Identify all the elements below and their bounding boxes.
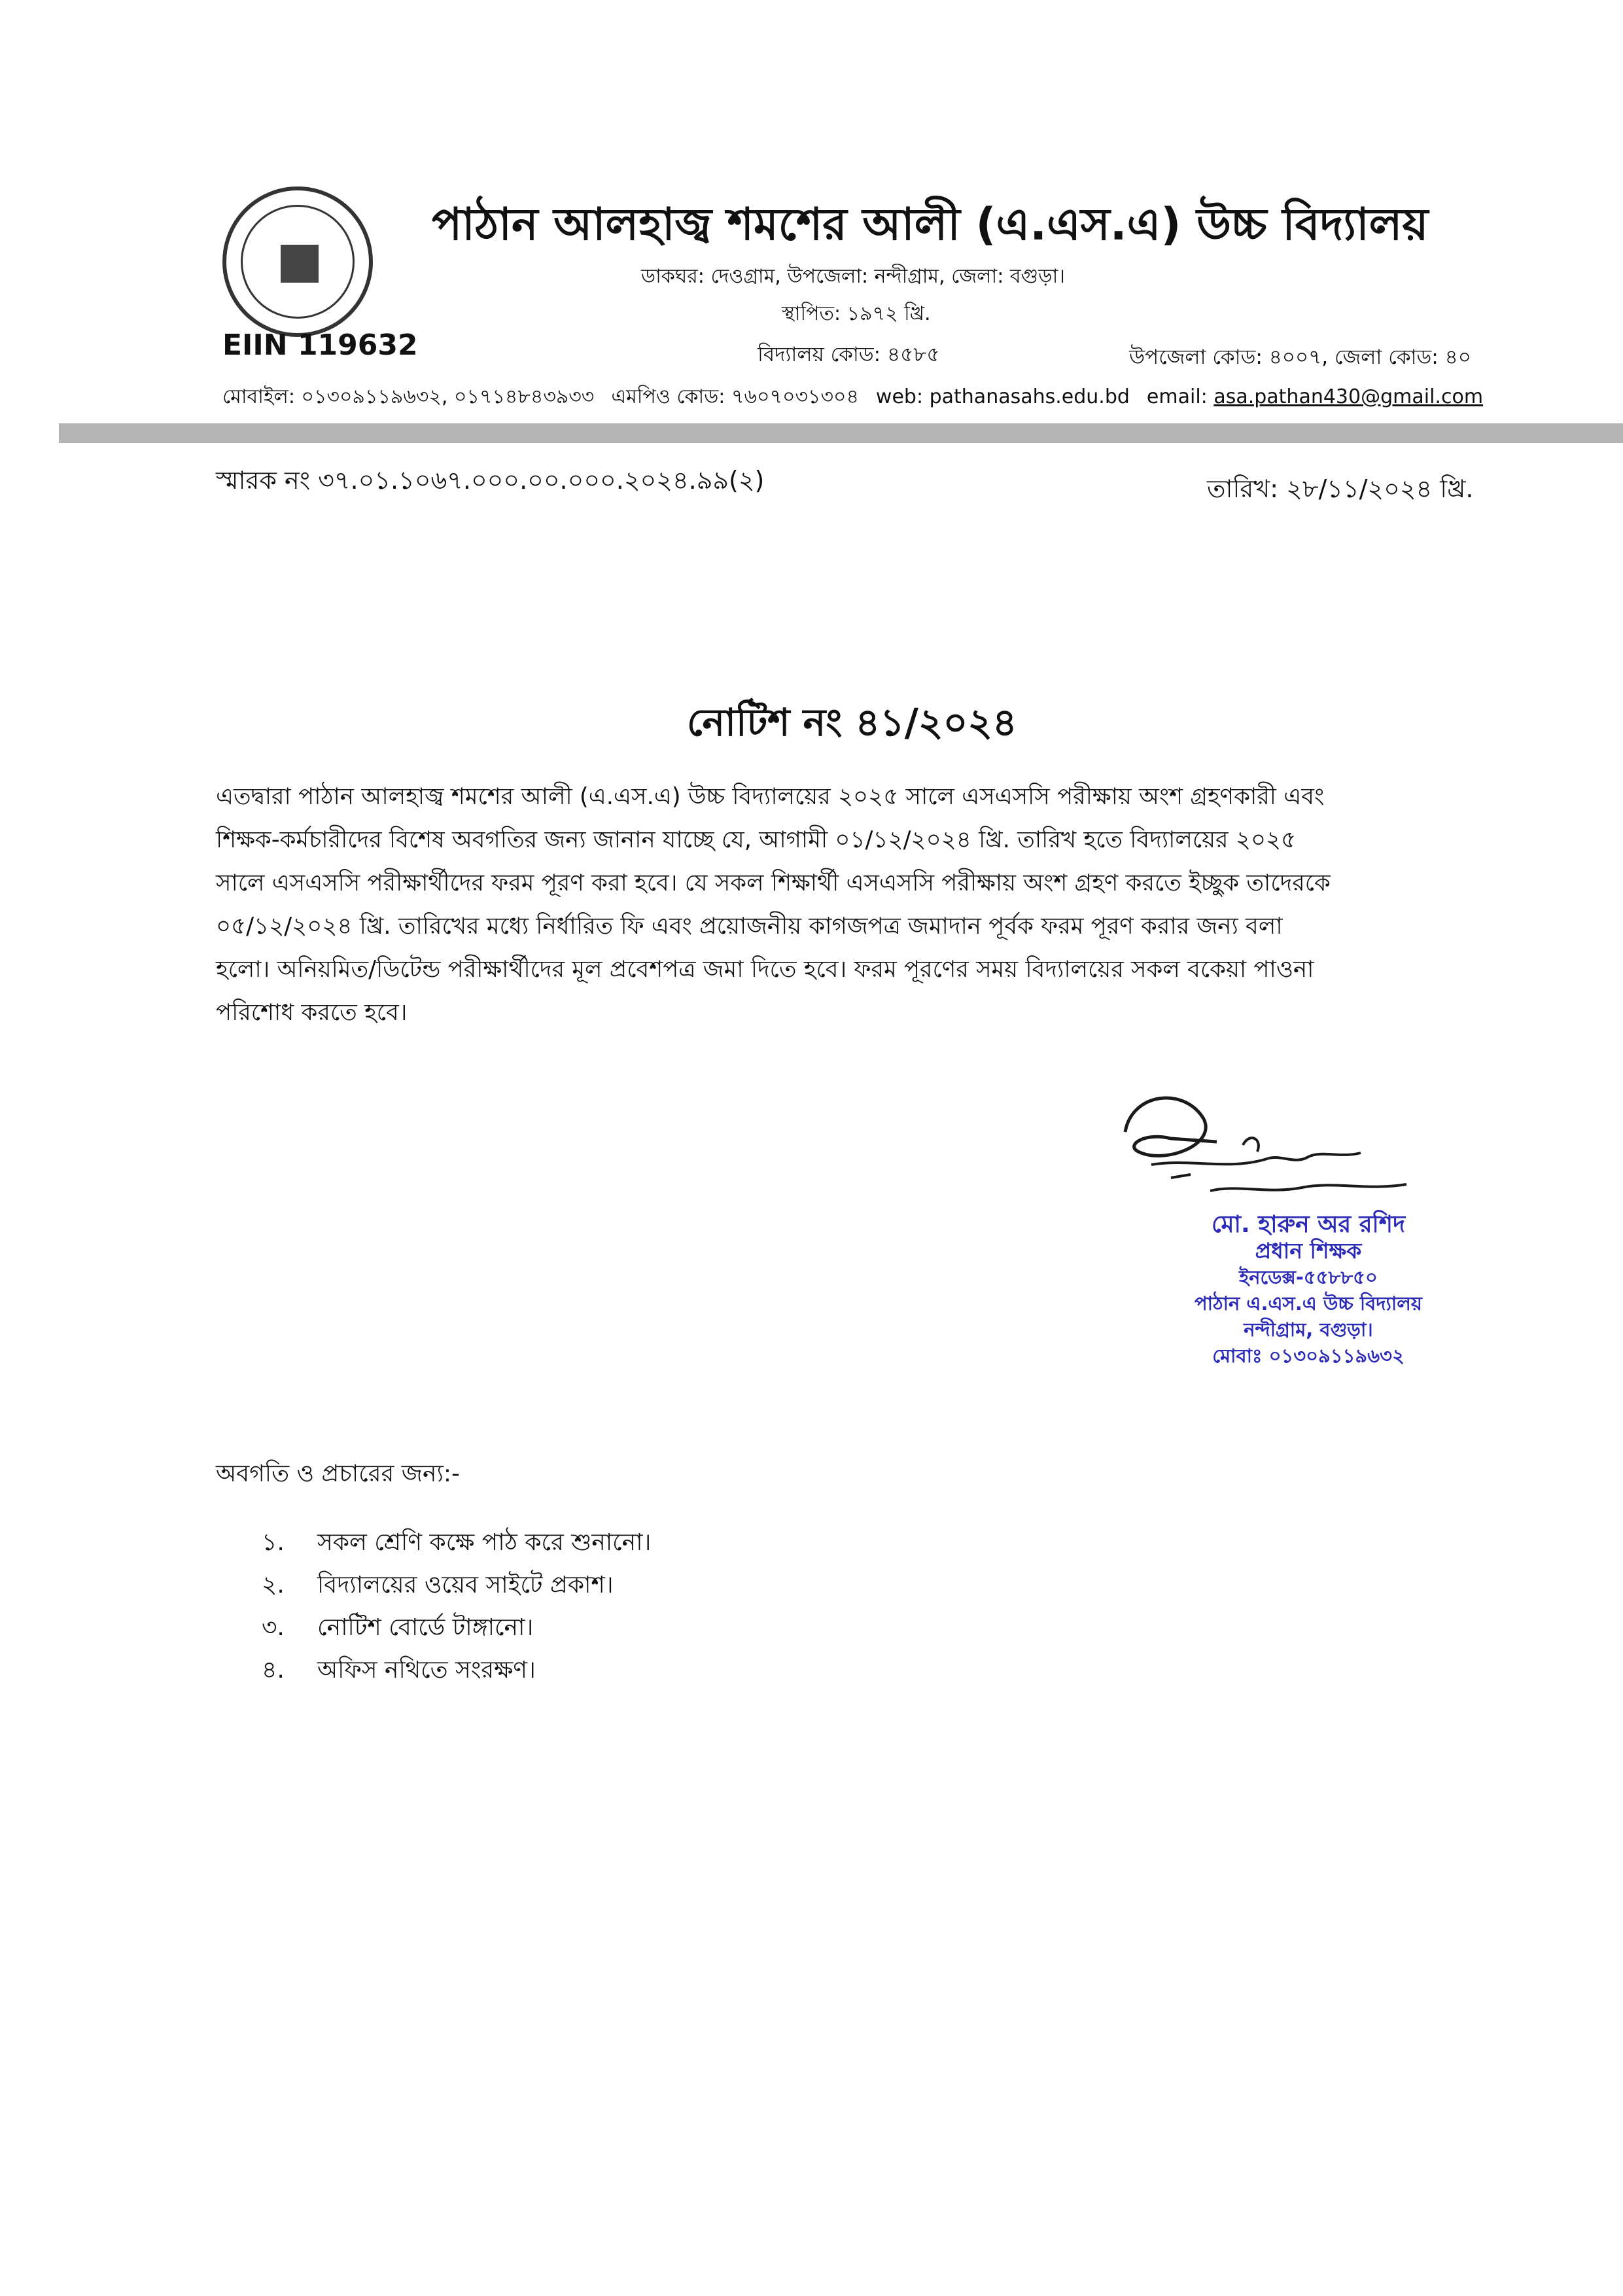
header-divider bbox=[59, 423, 1623, 443]
distribution-item bbox=[262, 1652, 536, 1691]
distribution-label: অবগতি ও প্রচারের জন্য:- bbox=[216, 1460, 461, 1487]
school-address: ডাকঘর: দেওগ্রাম, উপজেলা: নন্দীগ্রাম, জেলা: বগুড়া। bbox=[641, 265, 1065, 288]
signatory-title: প্রধান শিক্ষক bbox=[1255, 1238, 1362, 1263]
item-text: সকল শ্রেণি কক্ষে পাঠ করে শুনানো। bbox=[317, 1529, 652, 1556]
notice-body bbox=[216, 775, 1492, 1034]
school-code: বিদ্যালয় কোড: ৪৫৮৫ bbox=[758, 343, 940, 366]
body-line: ০৫/১২/২০২৪ খ্রি. তারিখের মধ্যে নির্ধারিত ফি এবং প্রয়োজনীয় কাগজপত্র জমাদান পূর্বক ফরম পূরণ করার জন্য বলা bbox=[216, 913, 1283, 940]
item-text: বিদ্যালয়ের ওয়েব সাইটে প্রকাশ। bbox=[317, 1572, 614, 1598]
distribution-item bbox=[262, 1610, 533, 1649]
body-line: হলো। অনিয়মিত/ডিটেন্ড পরীক্ষার্থীদের মূল প্রবেশপত্র জমা দিতে হবে। ফরম পূরণের সময় বিদ্যালয়ের সকল বকেয়া পাওনা bbox=[216, 956, 1314, 983]
item-number: ৪. bbox=[262, 1657, 285, 1684]
body-line: সালে এসএসসি পরীক্ষার্থীদের ফরম পূরণ করা হবে। যে সকল শিক্ষার্থী এসএসসি পরীক্ষায় অংশ গ্রহণ করতে ইচ্ছুক তাদেরকে bbox=[216, 870, 1331, 896]
school-seal-logo bbox=[222, 186, 373, 337]
contact-line bbox=[222, 381, 1483, 414]
notice-title: নোটিশ নং ৪১/২০২৪ bbox=[687, 700, 1017, 745]
notice-date: তারিখ: ২৮/১১/২০২৪ খ্রি. bbox=[1207, 474, 1474, 503]
body-line: এতদ্বারা পাঠান আলহাজ্ব শমশের আলী (এ.এস.এ) উচ্চ বিদ্যালয়ের ২০২৫ সালে এসএসসি পরীক্ষায় অংশ গ্রহণকারী এবং bbox=[216, 783, 1325, 810]
signatory-mobile: মোবাঃ ০১৩০৯১১৯৬৩২ bbox=[1212, 1345, 1405, 1367]
distribution-item bbox=[262, 1567, 614, 1606]
upazila-district-code: উপজেলা কোড: ৪০০৭, জেলা কোড: ৪০ bbox=[1129, 345, 1471, 369]
memo-number: স্মারক নং ৩৭.০১.১০৬৭.০০০.০০.০০০.২০২৪.৯৯(২) bbox=[216, 466, 765, 495]
school-name: পাঠান আলহাজ্ব শমশের আলী (এ.এস.এ) উচ্চ বিদ্যালয় bbox=[432, 199, 1429, 251]
item-number: ২. bbox=[262, 1572, 285, 1598]
signatory-school: পাঠান এ.এস.এ উচ্চ বিদ্যালয় bbox=[1194, 1292, 1423, 1315]
signatory-location: নন্দীগ্রাম, বগুড়া। bbox=[1244, 1318, 1373, 1341]
mobile-numbers: মোবাইল: ০১৩০৯১১৯৬৩২, ০১৭১৪৮৪৩৯৩৩ bbox=[222, 385, 595, 408]
distribution-item bbox=[262, 1525, 651, 1564]
eiin-number: EIIN 119632 bbox=[222, 328, 418, 362]
body-line: শিক্ষক-কর্মচারীদের বিশেষ অবগতির জন্য জানান যাচ্ছে যে, আগামী ০১/১২/২০২৪ খ্রি. তারিখ হতে বিদ্যালয়ের ২০২৫ bbox=[216, 826, 1297, 853]
web-address[interactable]: web: pathanasahs.edu.bd bbox=[875, 385, 1130, 408]
item-number: ৩. bbox=[262, 1614, 285, 1641]
signatory-index: ইনডেক্স-৫৫৮৮৫০ bbox=[1239, 1266, 1378, 1288]
body-line: পরিশোধ করতে হবে। bbox=[216, 999, 408, 1026]
seal-inner-ring bbox=[241, 205, 355, 319]
signature-stamp bbox=[1125, 1212, 1492, 1369]
mpo-code: এমপিও কোড: ৭৬০৭০৩১৩০৪ bbox=[611, 385, 859, 408]
email-link[interactable]: asa.pathan430@gmail.com bbox=[1213, 385, 1484, 408]
seal-building-icon bbox=[281, 245, 319, 283]
item-number: ১. bbox=[262, 1529, 285, 1556]
established-year: স্থাপিত: ১৯৭২ খ্রি. bbox=[782, 302, 931, 325]
signatory-name: মো. হারুন অর রশিদ bbox=[1211, 1211, 1406, 1238]
email-label: email: bbox=[1146, 385, 1208, 408]
item-text: নোটিশ বোর্ডে টাঙ্গানো। bbox=[317, 1614, 534, 1641]
item-text: অফিস নথিতে সংরক্ষণ। bbox=[317, 1657, 536, 1684]
